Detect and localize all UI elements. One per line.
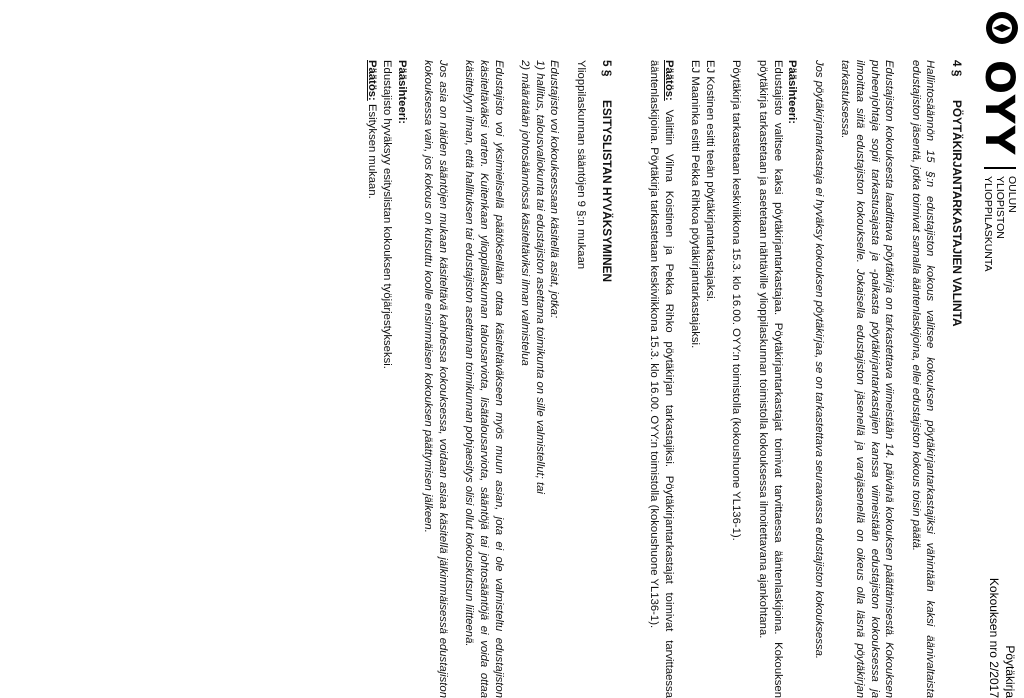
section-gap bbox=[615, 60, 635, 698]
section-5-rule-line-1: Edustajisto voi kokouksessaan käsitellä asiat, jotka: bbox=[548, 60, 561, 319]
section-5-decision-label: Päätös: bbox=[366, 60, 379, 101]
section-4-decision-label: Päätös: bbox=[662, 60, 675, 101]
section-4-rule-1: Hallintosäännön 15 §:n edustajiston kokous valitsee kokouksen pöytäkirjantarkastajiksi vähintään kaksi äänivaltaista edustajiston jäsentä, jotka toimivat samalla ääntenlaskijoina, ellei edustajiston kokous toisin päätä. bbox=[909, 60, 937, 698]
page-header bbox=[966, 0, 1024, 698]
document-meta bbox=[986, 578, 1018, 698]
section-5-decision bbox=[365, 60, 380, 698]
section-4-heading bbox=[949, 60, 964, 698]
section-4-proposal-label: Pääsihteeri: bbox=[786, 60, 799, 125]
section-4-review-note: Pöytäkirja tarkastetaan keskiviikkona 15.3. klo 16.00. OYY:n toimistolla (kokoushuone YL136-1). bbox=[730, 60, 743, 541]
section-5-intro: Ylioppilaskunnan sääntöjen 9 §:n mukaan bbox=[574, 60, 587, 270]
section-4-number: 4 § bbox=[950, 60, 964, 77]
brand-divider bbox=[984, 167, 1016, 169]
organization-name bbox=[982, 176, 1018, 272]
section-4-proposal-text: Edustajisto valitsee kaksi pöytäkirjantarkastajaa. Pöytäkirjantarkastajat toimivat tarvittaessa ääntenlaskijoina. Kokouksen pöytäkirja tarkastetaan ja asetetaan nähtäville ylioppilaskunnan toimistolla kokouksessa ilmoitettavana ajankohtana. bbox=[757, 60, 784, 698]
section-4-rule-3: Jos pöytäkirjantarkastaja ei hyväksy kokouksen pöytäkirjaa, se on tarkastettava seuraavassa edustajiston kokouksessa. bbox=[812, 60, 825, 660]
section-5-rule-paragraph-2: Jos asia on näiden sääntöjen mukaan käsiteltävä kahdessa kokouksessa, voidaan asiaa käsitellä jälkimmäisessä edustajiston kokouksessa vain, jos kokous on kutsuttu koolle ensimmäisen kokouksen päättymisen jälkeen. bbox=[422, 60, 449, 698]
section-5-heading bbox=[600, 60, 615, 698]
section-4-rule-2: Edustajiston kokouksesta laadittava pöytäkirja on tarkastettava viimeistään 14. päivänä kokouksen päättämisestä. Kokouksen puheenjohtaja sopii tarkastusajasta ja -paikasta pöytäkirjantarkastajien kanssa viimeistään edustajiston kokouksessa ja ilmoittaa siitä edustajiston kokoukselle. Jokaisella edustajiston jäsenellä ja varajäsenellä on oikeus olla läsnä pöytäkirjan tarkastuksessa. bbox=[839, 60, 896, 698]
section-5-rule-paragraph-1: Edustajisto voi yksimielisellä päätöksellään ottaa käsiteltäväkseen myös muun asian, jota ei ole valmisteltu edustajiston käsiteltäväksi varten. Kuitenkaan ylioppilaskunnan talousarviota, lisätalousarviota, sääntöjä tai johtosääntöjä ei voida ottaa käsittelyyn ilman, että hallituksen tai edustajiston asettaman toimikunnan pohjaesitys olisi ollut kokouskutsun liitteenä. bbox=[463, 60, 505, 698]
document-type: Pöytäkirja bbox=[1003, 645, 1017, 698]
org-line-2: YLIOPISTON bbox=[994, 176, 1006, 239]
section-4-decision bbox=[647, 60, 676, 698]
section-5-proposal-label: Pääsihteeri: bbox=[395, 60, 408, 125]
section-4-title: PÖYTÄKIRJANTARKASTAJIEN VALINTA bbox=[950, 100, 964, 327]
section-4-decision-text: Valittiin Vilma Koistinen ja Pekka Rihko pöytäkirjan tarkastajiksi. Pöytäkirjantarkastajat toimivat tarvittaessa ääntenlaskijoina. Pöytäkirja tarkastetaan keskiviikkona 15.3. klo 16.00. OYY:n toimistolla (kokoushuone YL136-1). bbox=[648, 60, 675, 698]
org-line-3: YLIOPPILASKUNTA bbox=[982, 176, 994, 272]
document-body bbox=[353, 60, 964, 698]
oulu-university-seal-icon bbox=[984, 10, 1020, 46]
section-5-rule-line-3: 2) määrätään johtosäännössä käsiteltäviksi ilman valmistelua bbox=[519, 60, 532, 366]
section-5-number: 5 § bbox=[600, 60, 615, 77]
section-5-decision-text: Esityksen mukaan. bbox=[366, 100, 379, 199]
meeting-number: Kokouksen nro 2/2017 bbox=[987, 577, 1001, 698]
section-5-rule-line-2: 1) hallitus, talousvaliokunta tai edustajiston asettama toimikunta on sille valmistellut; tai bbox=[533, 60, 546, 494]
section-5-proposal-text: Edustajisto hyväksyy esityslistan kokouksen työjärjestykseksi. bbox=[380, 60, 393, 369]
section-4 bbox=[647, 60, 965, 698]
section-4-nomination-2: EJ Maaninka esitti Pekka Rihkoa pöytäkirjantarkastajaksi. bbox=[689, 60, 702, 349]
section-5-title: ESITYSLISTAN HYVÄKSYMINEN bbox=[600, 100, 615, 282]
org-line-1: OULUN bbox=[1006, 176, 1018, 213]
brand-logotype: OYY bbox=[976, 60, 1022, 157]
section-4-nomination-1: EJ Kostinen esitti teeän pöytäkirjantarkastajaksi. bbox=[703, 60, 716, 302]
section-5 bbox=[365, 60, 615, 698]
